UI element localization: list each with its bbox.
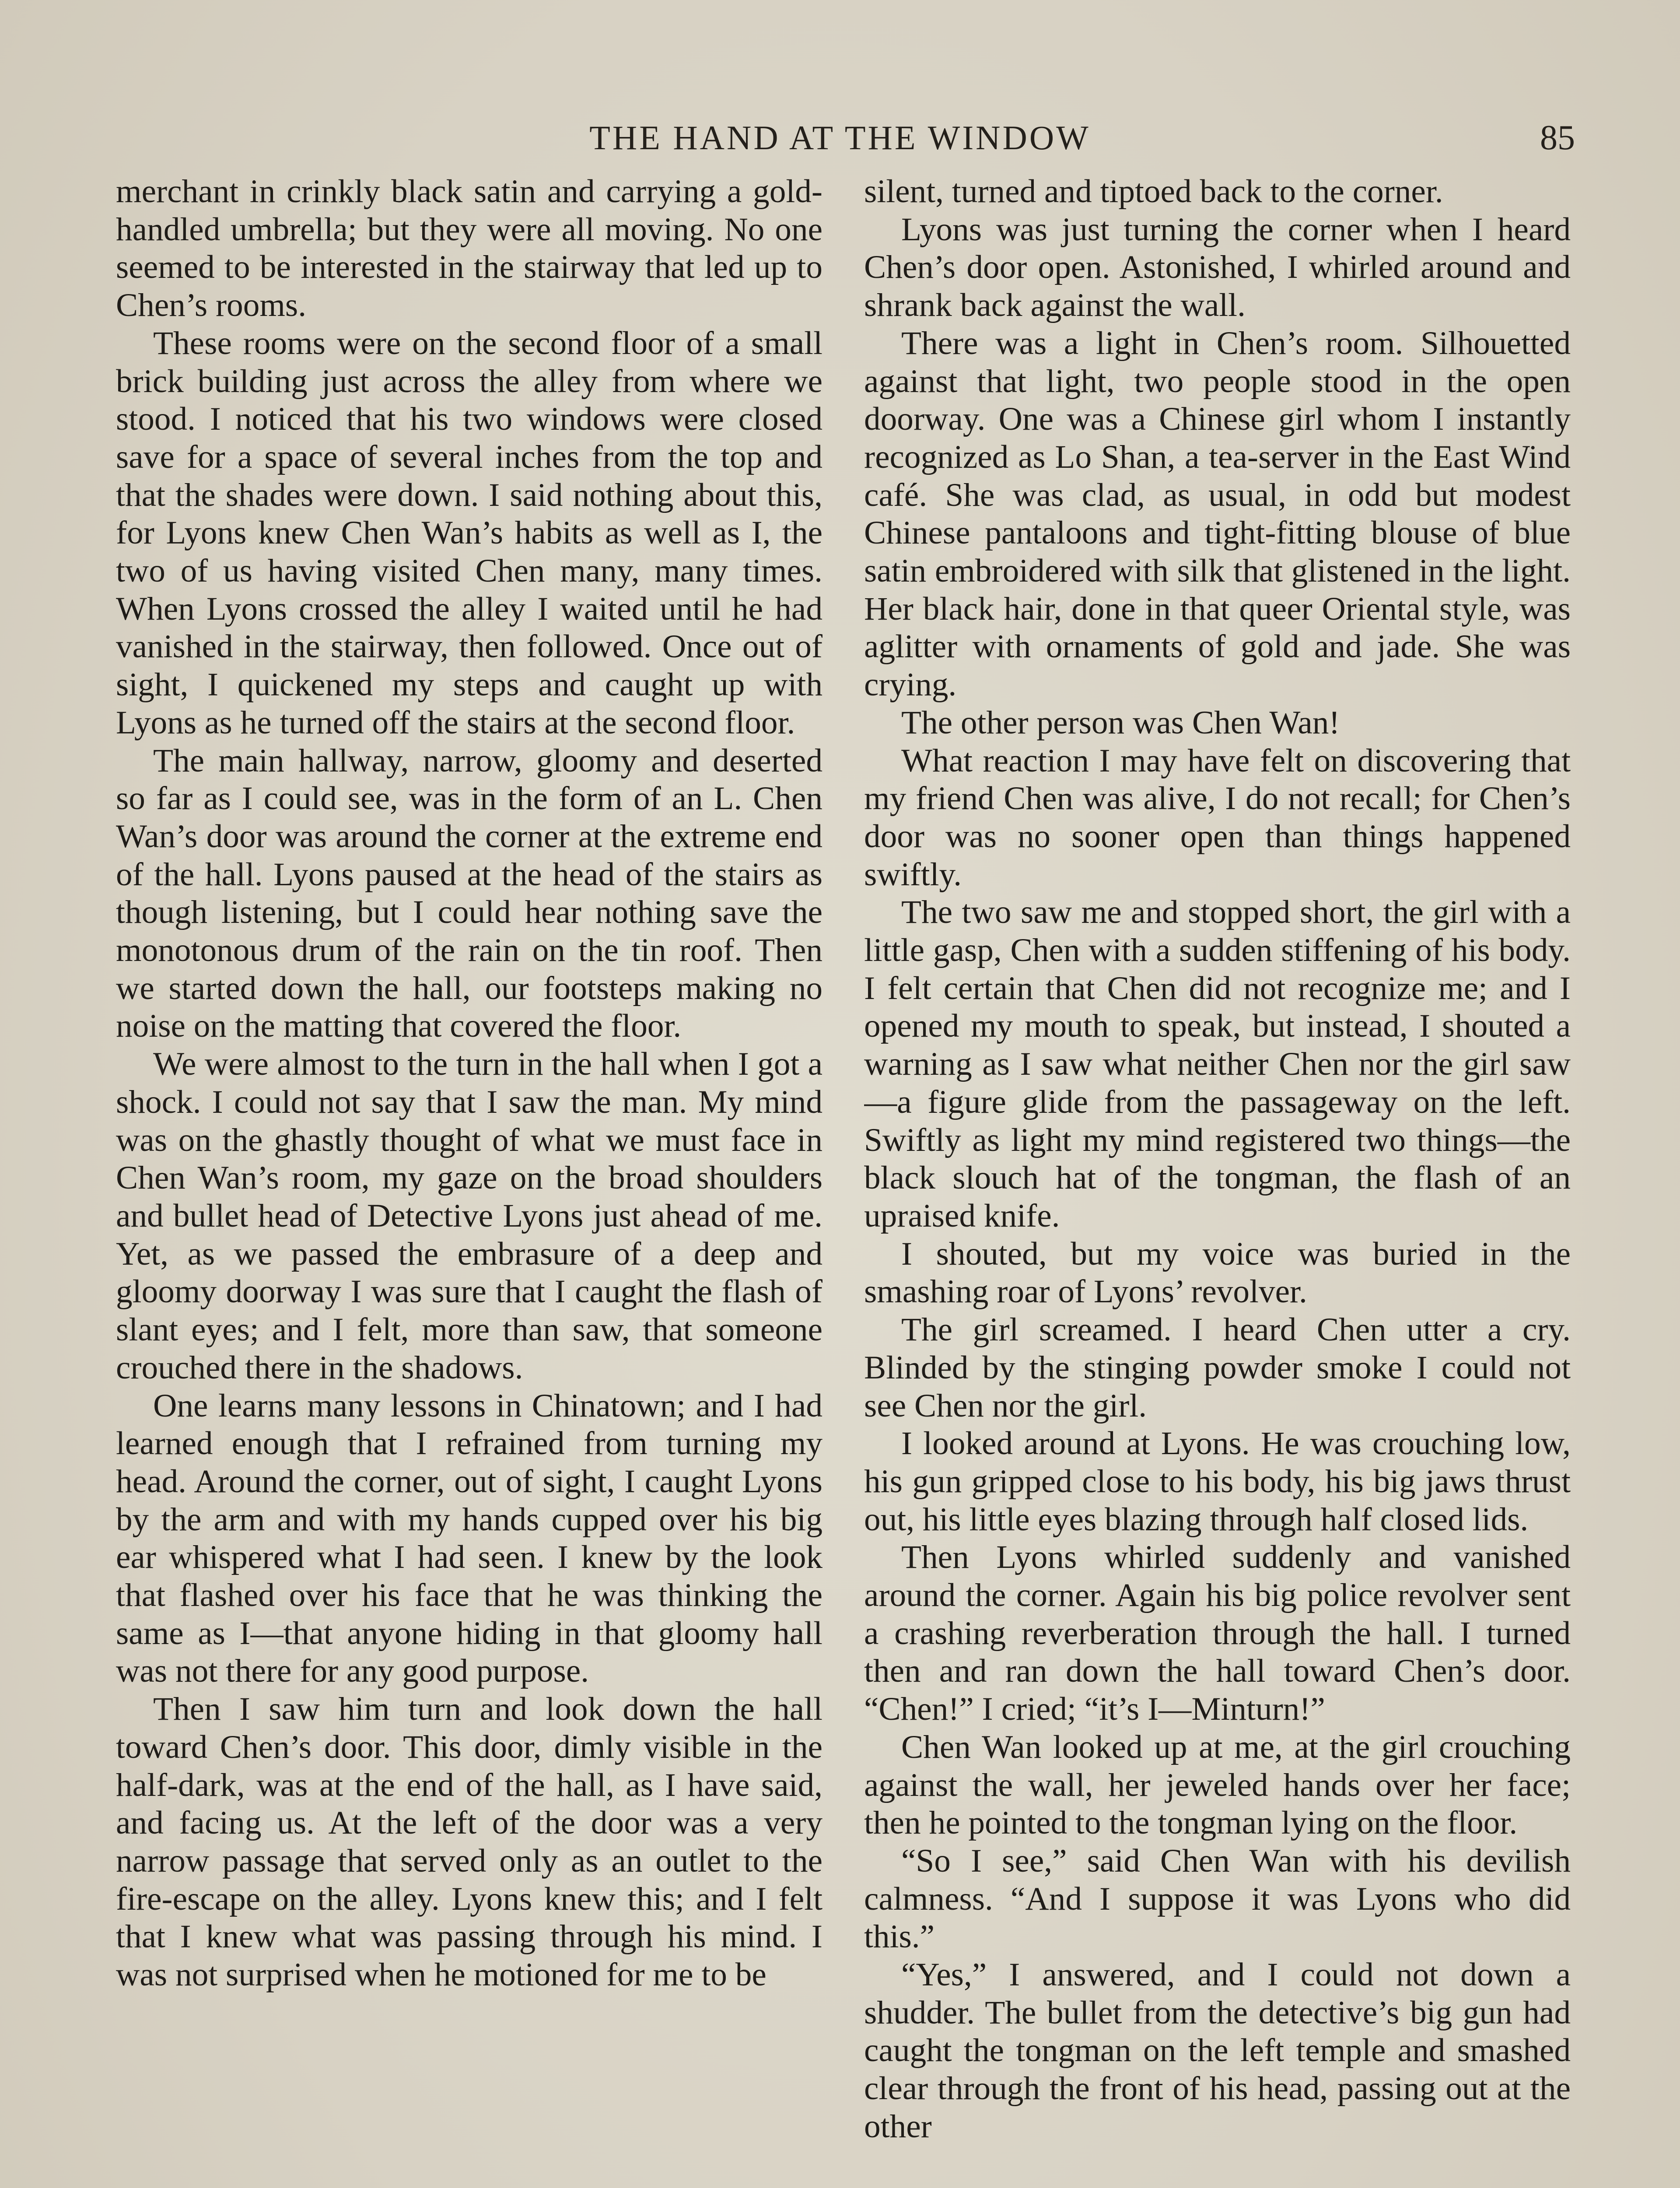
paragraph: “So I see,” said Chen Wan with his devilish calmness. “And I suppose it was Lyons who did this.” <box>864 1842 1571 1955</box>
paragraph: These rooms were on the second floor of a small brick building just across the alley from where we stood. I noticed that his two windows were closed save for a space of several inches from the top and that the shades were down. I said nothing about this, for Lyons knew Chen Wan’s habits as well as I, the two of us having visited Chen many, many times. When Lyons crossed the alley I waited until he had vanished in the stairway, then followed. Once out of sight, I quickened my steps and caught up with Lyons as he turned off the stairs at the second floor. <box>116 325 822 741</box>
page-number: 85 <box>1540 119 1575 157</box>
running-title: THE HAND AT THE WINDOW <box>589 119 1091 157</box>
paragraph: The main hallway, narrow, gloomy and deserted so far as I could see, was in the form of an L. Chen Wan’s door was around the corner at the extreme end of the hall. Lyons paused at the head of the stairs as though listening, but I could hear nothing save the monotonous drum of the rain on the tin roof. Then we started down the hall, our footsteps making no noise on the matting that covered the floor. <box>116 742 822 1045</box>
paragraph: Lyons was just turning the corner when I heard Chen’s door open. Astonished, I whirled around and shrank back against the wall. <box>864 211 1571 324</box>
paragraph: The girl screamed. I heard Chen utter a cry. Blinded by the stinging powder smoke I could not see Chen nor the girl. <box>864 1311 1571 1424</box>
paragraph: merchant in crinkly black satin and carrying a gold-handled umbrella; but they were all moving. No one seemed to be interested in the stairway that led up to Chen’s rooms. <box>116 173 822 324</box>
paragraph: I shouted, but my voice was buried in the smashing roar of Lyons’ revolver. <box>864 1235 1571 1310</box>
paragraph: “Yes,” I answered, and I could not down a shudder. The bullet from the detective’s big gun had caught the tongman on the left temple and smashed clear through the front of his head, passing out at the other <box>864 1957 1571 2145</box>
left-column <box>116 173 822 2188</box>
paragraph: What reaction I may have felt on discovering that my friend Chen was alive, I do not recall; for Chen’s door was no sooner open than things happened swiftly. <box>864 742 1571 893</box>
paragraph: Chen Wan looked up at me, at the girl crouching against the wall, her jeweled hands over her face; then he pointed to the tongman lying on the floor. <box>864 1729 1571 1841</box>
paragraph: silent, turned and tiptoed back to the corner. <box>864 173 1443 210</box>
paragraph: Then Lyons whirled suddenly and vanished around the corner. Again his big police revolver sent a crashing reverberation through the hall. I turned then and ran down the hall toward Chen’s door. “Chen!” I cried; “it’s I—Minturn!” <box>864 1539 1571 1728</box>
paragraph: One learns many lessons in Chinatown; and I had learned enough that I refrained from turning my head. Around the corner, out of sight, I caught Lyons by the arm and with my hands cupped over his big ear whispered what I had seen. I knew by the look that flashed over his face that he was thinking the same as I—that anyone hiding in that gloomy hall was not there for any good purpose. <box>116 1387 822 1690</box>
paragraph: Then I saw him turn and look down the hall toward Chen’s door. This door, dimly visible in the half-dark, was at the end of the hall, as I have said, and facing us. At the left of the door was a very narrow passage that served only as an outlet to the fire-escape on the alley. Lyons knew this; and I felt that I knew what was passing through his mind. I was not surprised when he motioned for me to be <box>116 1691 822 1993</box>
paragraph: The two saw me and stopped short, the girl with a little gasp, Chen with a sudden stiffening of his body. I felt certain that Chen did not recognize me; and I opened my mouth to speak, but instead, I shouted a warning as I saw what neither Chen nor the girl saw—a figure glide from the passageway on the left. Swiftly as light my mind registered two things—the black slouch hat of the tongman, the flash of an upraised knife. <box>864 894 1571 1234</box>
paragraph: The other person was Chen Wan! <box>901 704 1340 741</box>
paragraph: I looked around at Lyons. He was crouching low, his gun gripped close to his body, his big jaws thrust out, his little eyes blazing through half closed lids. <box>864 1425 1571 1538</box>
right-column <box>864 173 1571 2188</box>
paragraph: There was a light in Chen’s room. Silhouetted against that light, two people stood in the open doorway. One was a Chinese girl whom I instantly recognized as Lo Shan, a tea-server in the East Wind café. She was clad, as usual, in odd but modest Chinese pantaloons and tight-fitting blouse of blue satin embroidered with silk that glistened in the light. Her black hair, done in that queer Oriental style, was aglitter with ornaments of gold and jade. She was crying. <box>864 325 1571 703</box>
paragraph: We were almost to the turn in the hall when I got a shock. I could not say that I saw the man. My mind was on the ghastly thought of what we must face in Chen Wan’s room, my gaze on the broad shoulders and bullet head of Detective Lyons just ahead of me. Yet, as we passed the embrasure of a deep and gloomy doorway I was sure that I caught the flash of slant eyes; and I felt, more than saw, that someone crouched there in the shadows. <box>116 1046 822 1386</box>
